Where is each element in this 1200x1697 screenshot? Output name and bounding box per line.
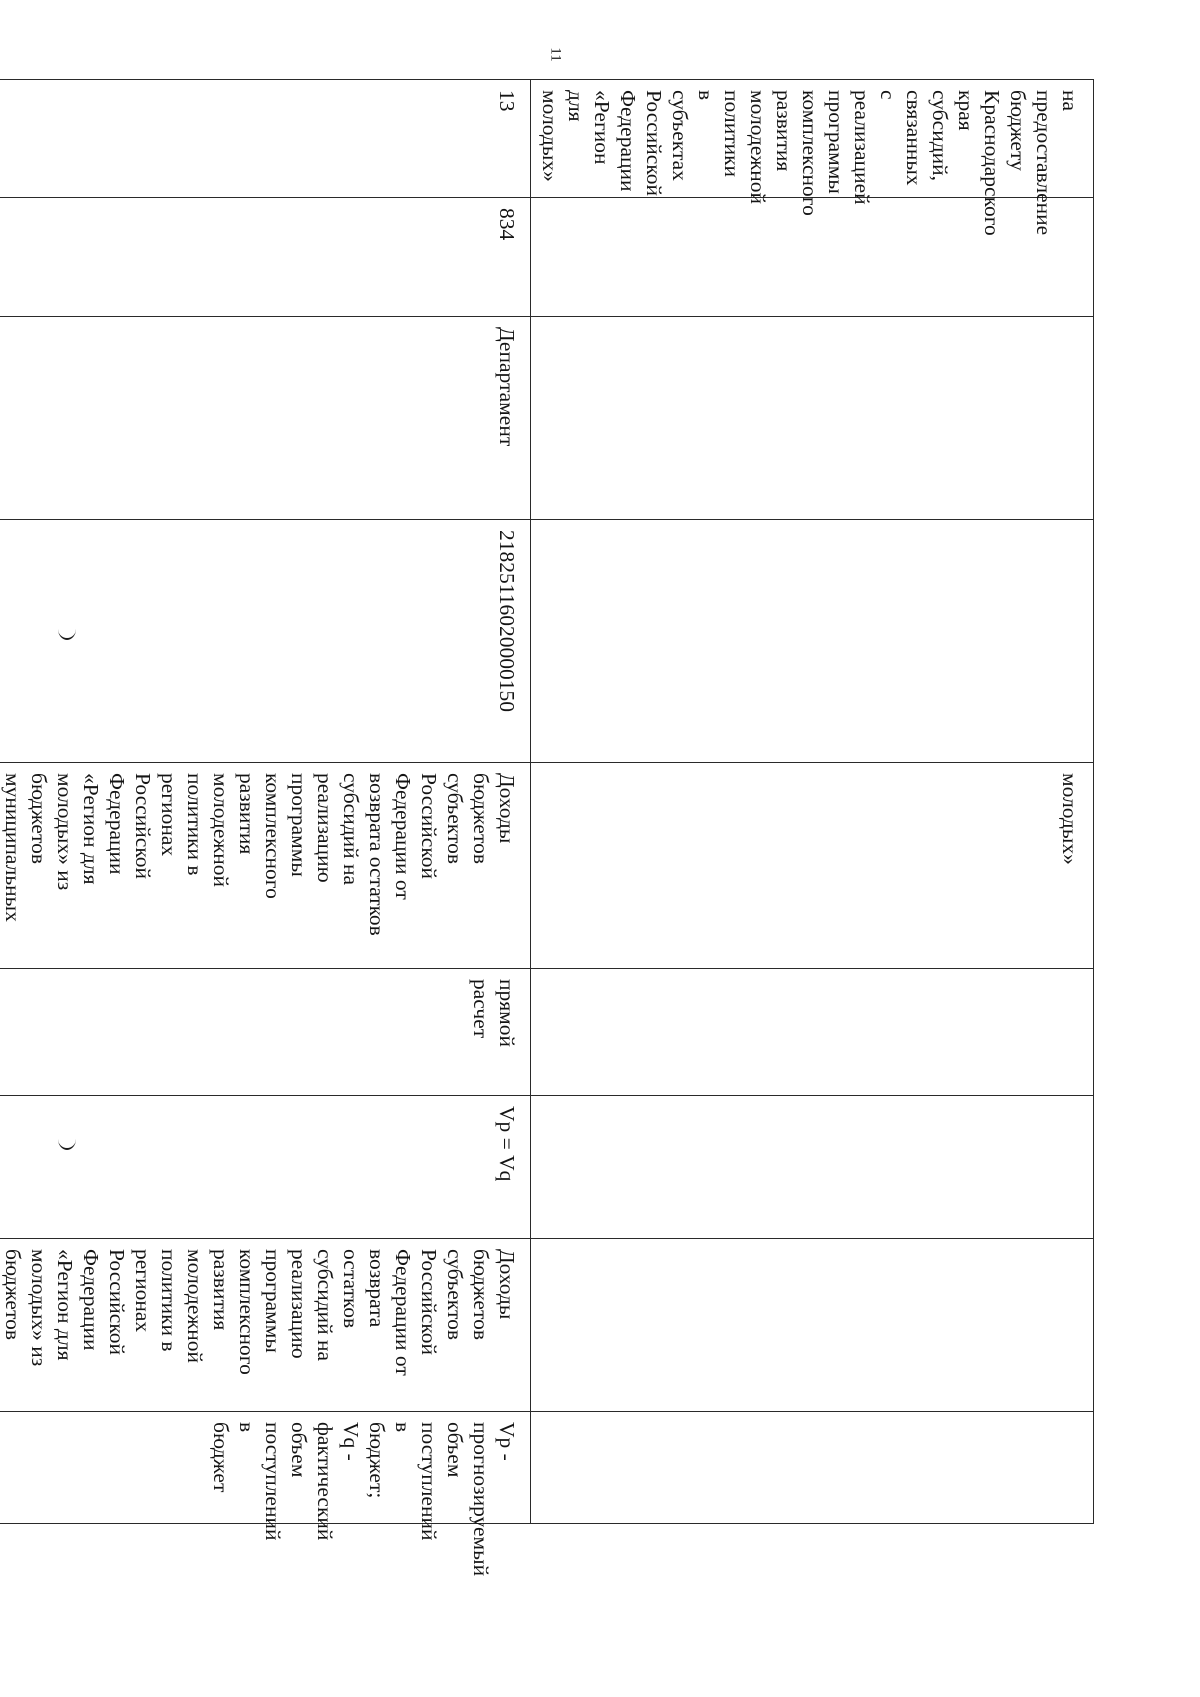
description-cell: Vр - прогнозируемый объем поступлений в бюджет; Vq - фактический объем поступлений в бюджет	[0, 1412, 531, 1524]
revenue-table-container	[1, 79, 1094, 1577]
table-cell	[531, 1096, 1094, 1239]
table-cell	[531, 1412, 1094, 1524]
table-cell	[531, 1239, 1094, 1412]
admin-name-cell: Департамент	[0, 317, 531, 520]
formula-cell: Vр = Vq	[0, 1096, 531, 1239]
page-number: 11	[547, 47, 564, 62]
row-number-cell: 13	[0, 80, 531, 198]
table-cell	[531, 520, 1094, 763]
table-cell	[531, 969, 1094, 1096]
table-row-13	[0, 80, 531, 1524]
table-row-continuation	[531, 80, 1094, 1524]
income-name-cell: молодых»	[531, 763, 1094, 969]
method-cell: прямой расчет	[0, 969, 531, 1096]
revenue-table	[0, 79, 1094, 1577]
algorithm-cell: Доходы бюджетов субъектов Российской Федерации от возврата остатков субсидий на реализацию программы комплексного развития молодежной политики в регионах Российской Федерации «Регион для молодых» из бюджетов	[0, 1239, 531, 1412]
description-cell: на предоставление бюджету Краснодарского края субсидий, связанных с реализацией программы комплексного развития молодежной политики в субъектах Российской Федерации «Регион для молодых»	[531, 80, 1094, 198]
kbk-cell: 21825116020000150	[0, 520, 531, 763]
income-name-cell: Доходы бюджетов субъектов Российской Федерации от возврата остатков субсидий на реализацию программы комплексного развития молодежной политики в регионах Российской Федерации «Регион для молодых» из бюджетов муниципальных	[0, 763, 531, 969]
admin-code-cell: 834	[0, 198, 531, 317]
table-cell	[531, 317, 1094, 520]
